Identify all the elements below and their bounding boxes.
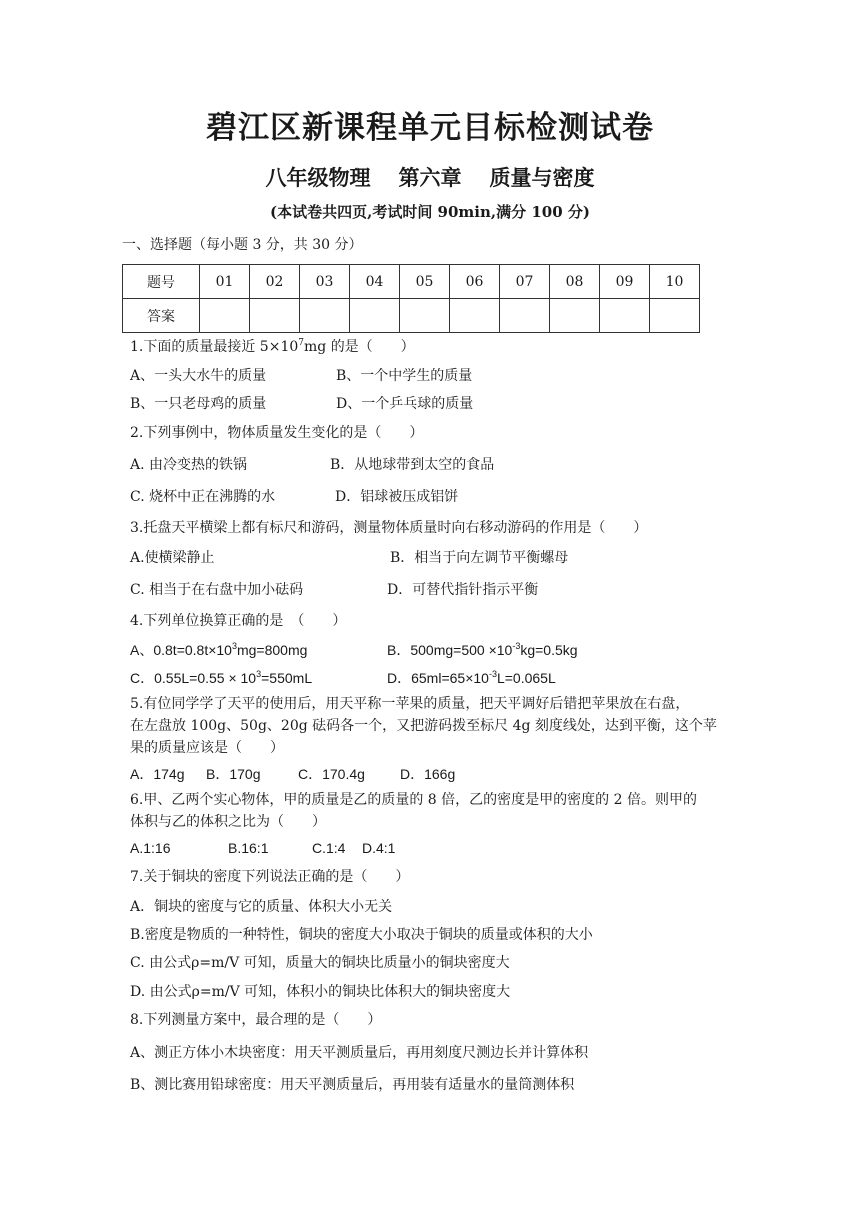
q6-stem <box>130 789 730 833</box>
q8-option-a: A、测正方体小木块密度：用天平测质量后，再用刻度尺测边长并计算体积 <box>130 1045 589 1061</box>
q6-stem-line: 6.甲、乙两个实心物体，甲的质量是乙的质量的 8 倍，乙的密度是甲的密度的 2 倍。则甲的 <box>130 792 697 808</box>
q1-options-row2 <box>130 393 473 413</box>
answer-row-label: 答案 <box>123 299 200 333</box>
q5-options <box>130 764 455 784</box>
answer-table-number-row <box>123 265 700 299</box>
q1-options-row1 <box>130 365 472 385</box>
q4-option-d-text-end: L=0.065L <box>496 670 556 686</box>
q6-option-b: B.16:1 <box>228 840 269 856</box>
q1-option-a: A、一头大水牛的质量 <box>130 368 267 384</box>
q5-option-a: A．174g <box>130 766 185 782</box>
q4-option-a <box>130 640 387 660</box>
q4-option-c-text-end: =550mL <box>261 670 313 686</box>
q4-option-c <box>130 668 387 688</box>
q4-option-c-text: C．0.55L=0.55 × 10 <box>130 670 257 686</box>
q4-option-a-exponent: 3 <box>231 641 237 651</box>
q6-option-d: D.4:1 <box>362 840 396 856</box>
answer-cell[interactable] <box>450 299 500 333</box>
q7-option-d: D. 由公式ρ=m/V 可知，体积小的铜块比体积大的铜块密度大 <box>130 984 511 1000</box>
q3-options-row2 <box>130 579 538 599</box>
q3-option-d: D．可替代指针指示平衡 <box>387 582 539 598</box>
question-number-cell: 02 <box>250 265 300 299</box>
answer-cell[interactable] <box>250 299 300 333</box>
answer-cell[interactable] <box>600 299 650 333</box>
question-number-cell: 09 <box>600 265 650 299</box>
chapter-topic: 质量与密度 <box>489 165 595 190</box>
q4-options-row1 <box>130 640 578 660</box>
question-number-cell: 07 <box>500 265 550 299</box>
q4-option-b-text: B．500mg=500 ×10 <box>387 642 513 658</box>
q1-stem <box>130 336 415 356</box>
q5-stem-line: 果的质量应该是（ ） <box>130 740 284 756</box>
answer-cell[interactable] <box>350 299 400 333</box>
q2-options-row1 <box>130 454 494 474</box>
q3-option-b: B．相当于向左调节平衡螺母 <box>390 550 569 566</box>
chapter-number: 第六章 <box>398 165 462 190</box>
question-number-cell: 03 <box>300 265 350 299</box>
q3-stem: 3.托盘天平横梁上都有标尺和游码，测量物体质量时向右移动游码的作用是（ ） <box>130 520 648 536</box>
number-row-label: 题号 <box>123 265 200 299</box>
q4-option-b-text-end: kg=0.5kg <box>520 642 578 658</box>
question-number-cell: 10 <box>650 265 700 299</box>
q4-option-d-text: D．65ml=65×10 <box>387 670 489 686</box>
q4-option-c-exponent: 3 <box>256 669 262 679</box>
question-number-cell: 06 <box>450 265 500 299</box>
q2-option-b: B．从地球带到太空的食品 <box>330 457 495 473</box>
q5-option-c: C．170.4g <box>298 766 365 782</box>
q7-option-b: B.密度是物质的一种特性，铜块的密度大小取决于铜块的质量或体积的大小 <box>130 927 593 943</box>
q2-option-a: A. 由冷变热的铁锅 <box>130 457 248 473</box>
q4-option-b <box>387 640 578 660</box>
q3-option-c: C. 相当于在右盘中加小砝码 <box>130 582 304 598</box>
q4-option-a-text-end: mg=800mg <box>236 642 308 658</box>
q1-stem-text-end: mg 的是（ ） <box>304 339 415 355</box>
answer-cell[interactable] <box>650 299 700 333</box>
q4-option-d <box>387 668 556 688</box>
q7-option-c: C. 由公式ρ=m/V 可知，质量大的铜块比质量小的铜块密度大 <box>130 955 510 971</box>
q2-option-d: D．铝球被压成铝饼 <box>335 489 459 505</box>
q5-stem <box>130 693 730 759</box>
q1-stem-exponent: 7 <box>298 338 304 348</box>
q5-option-d: D．166g <box>400 766 456 782</box>
q4-option-b-exponent: -3 <box>512 641 521 651</box>
q4-option-d-exponent: -3 <box>488 669 497 679</box>
question-number-cell: 01 <box>200 265 250 299</box>
q7-stem: 7.关于铜块的密度下列说法正确的是（ ） <box>130 869 410 885</box>
q1-option-d: D、一个乒乓球的质量 <box>336 396 474 412</box>
q5-stem-line: 5.有位同学学了天平的使用后，用天平称一苹果的质量，把天平调好后错把苹果放在右盘， <box>130 696 690 712</box>
q1-option-c: B、一只老母鸡的质量 <box>130 396 267 412</box>
q8-option-b: B、测比赛用铅球密度：用天平测质量后，再用装有适量水的量筒测体积 <box>130 1077 575 1093</box>
question-number-cell: 04 <box>350 265 400 299</box>
q3-option-a: A.使横梁静止 <box>130 550 215 566</box>
q4-stem: 4.下列单位换算正确的是 （ ） <box>130 613 347 629</box>
q1-option-b: B、一个中学生的质量 <box>336 368 473 384</box>
question-number-cell: 05 <box>400 265 450 299</box>
q2-stem: 2.下列事例中，物体质量发生变化的是（ ） <box>130 425 424 441</box>
exam-title: 碧江区新课程单元目标检测试卷 <box>206 110 654 146</box>
answer-cell[interactable] <box>500 299 550 333</box>
exam-subtitle <box>0 162 860 192</box>
answer-cell[interactable] <box>400 299 450 333</box>
answer-cell[interactable] <box>300 299 350 333</box>
q3-options-row1 <box>130 547 568 567</box>
q6-option-a: A.1:16 <box>130 840 171 856</box>
q4-option-a-text: A、0.8t=0.8t×10 <box>130 642 232 658</box>
q6-stem-line: 体积与乙的体积之比为（ ） <box>130 814 326 830</box>
answer-cell[interactable] <box>550 299 600 333</box>
grade-subject: 八年级物理 <box>265 165 371 190</box>
q5-option-b: B．170g <box>206 766 261 782</box>
answer-cell[interactable] <box>200 299 250 333</box>
exam-note: (本试卷共四页,考试时间 90min,满分 100 分) <box>270 203 590 221</box>
q2-option-c: C. 烧杯中正在沸腾的水 <box>130 489 276 505</box>
answer-table-answer-row <box>123 299 700 333</box>
q1-stem-text: 1.下面的质量最接近 5×10 <box>130 339 299 355</box>
question-number-cell: 08 <box>550 265 600 299</box>
q7-option-a: A．铜块的密度与它的质量、体积大小无关 <box>130 899 393 915</box>
q4-options-row2 <box>130 668 556 688</box>
q2-options-row2 <box>130 486 458 506</box>
q6-options <box>130 840 395 856</box>
answer-table <box>122 264 700 333</box>
q5-stem-line: 在左盘放 100g、50g、20g 砝码各一个，又把游码拨至标尺 4g 刻度线处，达到平衡，这个苹 <box>130 718 717 734</box>
section-heading: 一、选择题（每小题 3 分，共 30 分） <box>122 237 363 253</box>
q6-option-c: C.1:4 <box>312 840 346 856</box>
q8-stem: 8.下列测量方案中，最合理的是（ ） <box>130 1012 382 1028</box>
